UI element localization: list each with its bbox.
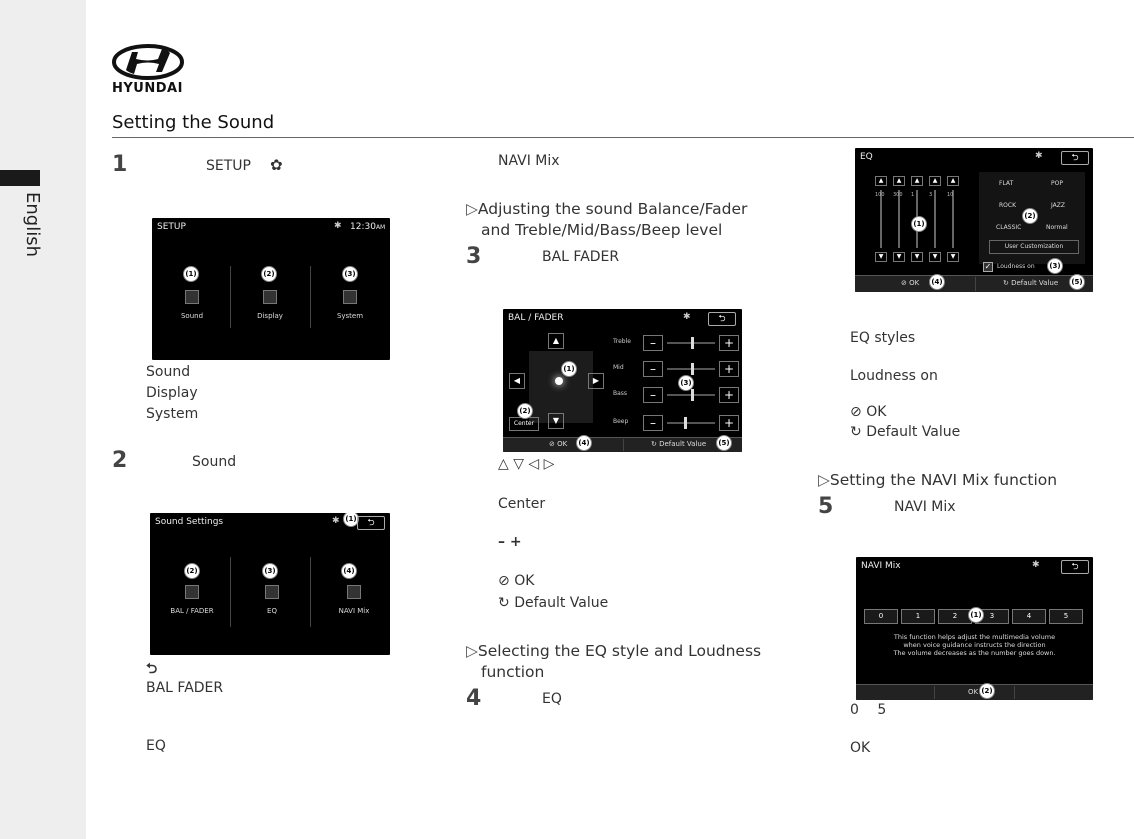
title-divider xyxy=(112,137,1134,138)
bal-fader-screen xyxy=(503,309,742,452)
plus-button[interactable]: + xyxy=(719,387,739,403)
language-tab-marker xyxy=(0,170,40,186)
balance-icon xyxy=(185,585,199,599)
back-button[interactable]: ⮌ xyxy=(357,516,385,530)
speaker-icon xyxy=(347,585,361,599)
slider-1[interactable] xyxy=(613,359,739,379)
language-tab-label: English xyxy=(22,192,43,257)
gear-icon: ✿ xyxy=(270,156,283,174)
slider-label: Treble xyxy=(613,338,631,345)
navi-level-button-1[interactable]: 1 xyxy=(901,609,935,624)
slider-knob[interactable] xyxy=(691,337,694,349)
eq-styles-legend: EQ styles xyxy=(850,330,916,346)
back-button[interactable]: ⮌ xyxy=(1061,560,1089,574)
fader-position-dot[interactable] xyxy=(555,377,563,385)
callout-badge: (3) xyxy=(1047,258,1063,274)
step-4-number: 4 xyxy=(466,686,482,711)
callout-badge: (3) xyxy=(262,563,278,579)
arrow-right-button[interactable]: ▶ xyxy=(588,373,604,389)
eq-up-button[interactable]: ▲ xyxy=(929,176,941,186)
eq-band-track[interactable] xyxy=(952,190,954,248)
eq-down-button[interactable]: ▼ xyxy=(929,252,941,262)
bluetooth-icon: ✱ xyxy=(1032,560,1040,570)
eq-up-button[interactable]: ▲ xyxy=(947,176,959,186)
divider xyxy=(310,557,311,627)
eq-style-pop[interactable]: POP xyxy=(1051,180,1063,187)
callout-badge: (4) xyxy=(341,563,357,579)
eq-down-button[interactable]: ▼ xyxy=(893,252,905,262)
navi-level-button-0[interactable]: 0 xyxy=(864,609,898,624)
minus-button[interactable]: – xyxy=(643,415,663,431)
plus-button[interactable]: + xyxy=(719,335,739,351)
slider-2[interactable] xyxy=(613,385,739,405)
bluetooth-icon: ✱ xyxy=(334,221,342,231)
eq-band-1[interactable] xyxy=(893,176,905,262)
ok-button[interactable]: ⊘ OK xyxy=(549,440,568,448)
default-value-legend: ↻ Default Value xyxy=(498,595,609,611)
slider-track[interactable] xyxy=(667,422,715,424)
plus-minus-legend: – + xyxy=(498,534,522,550)
eq-down-button[interactable]: ▼ xyxy=(947,252,959,262)
legend-eq: EQ xyxy=(146,738,166,754)
subheading-navi-mix: ▷Setting the NAVI Mix function xyxy=(818,471,1058,489)
loudness-legend: Loudness on xyxy=(850,368,938,384)
eq-freq-label: 300 xyxy=(893,192,903,198)
plus-button[interactable]: + xyxy=(719,415,739,431)
step-1-keyword: SETUP xyxy=(206,158,251,174)
eq-band-3[interactable] xyxy=(929,176,941,262)
back-button[interactable]: ⮌ xyxy=(1061,151,1089,165)
step-1-number: 1 xyxy=(112,152,128,177)
callout-badge: (1) xyxy=(561,361,577,377)
callout-badge: (2) xyxy=(517,403,533,419)
callout-badge: (4) xyxy=(929,274,945,290)
hyundai-logo xyxy=(112,44,192,96)
callout-badge: (5) xyxy=(716,435,732,451)
step-3-keyword: BAL FADER xyxy=(542,249,620,265)
eq-bottom-bar xyxy=(855,275,1093,292)
eq-style-normal[interactable]: Normal xyxy=(1046,224,1068,231)
sound-icon xyxy=(185,290,199,304)
eq-band-track[interactable] xyxy=(880,190,882,248)
slider-knob[interactable] xyxy=(684,417,687,429)
clock-time: 12:30AM xyxy=(350,222,386,232)
divider xyxy=(1014,686,1015,699)
step-2-keyword: Sound xyxy=(192,454,237,470)
eq-up-button[interactable]: ▲ xyxy=(875,176,887,186)
navi-level-button-2[interactable]: 2 xyxy=(938,609,972,624)
callout-badge: (1) xyxy=(968,607,984,623)
center-legend: Center xyxy=(498,496,546,512)
display-icon xyxy=(263,290,277,304)
legend-sound: Sound xyxy=(146,364,191,380)
minus-button[interactable]: – xyxy=(643,387,663,403)
menu-system[interactable]: System xyxy=(324,290,376,320)
eq-freq-label: 10 xyxy=(947,192,954,198)
eq-down-button[interactable]: ▼ xyxy=(911,252,923,262)
setup-screen-title: SETUP xyxy=(157,222,186,232)
navi-bottom-bar xyxy=(856,684,1093,700)
divider xyxy=(310,266,311,328)
menu-navi-mix[interactable]: NAVI Mix xyxy=(326,585,382,615)
divider xyxy=(230,557,231,627)
legend-system: System xyxy=(146,406,199,422)
eq-up-button[interactable]: ▲ xyxy=(893,176,905,186)
arrows-legend: △ ▽ ◁ ▷ xyxy=(498,456,555,472)
divider xyxy=(934,686,935,699)
divider xyxy=(230,266,231,328)
equalizer-icon xyxy=(265,585,279,599)
slider-label: Mid xyxy=(613,364,624,371)
callout-badge: (2) xyxy=(1022,208,1038,224)
slider-knob[interactable] xyxy=(691,363,694,375)
callout-badge: (1) xyxy=(343,513,359,527)
eq-band-track[interactable] xyxy=(934,190,936,248)
subheading-balance: ▷Adjusting the sound Balance/Fader and Treble/Mid/Bass/Beep level xyxy=(466,200,748,239)
range-legend: 0 5 xyxy=(850,702,887,718)
navi-screen-title: NAVI Mix xyxy=(861,561,901,571)
menu-bal-fader[interactable]: BAL / FADER xyxy=(164,585,220,615)
eq-style-jazz[interactable]: JAZZ xyxy=(1051,202,1065,209)
sound-screen-title: Sound Settings xyxy=(155,517,224,527)
bal-bottom-bar xyxy=(503,437,742,452)
callout-badge: (3) xyxy=(678,375,694,391)
slider-3[interactable] xyxy=(613,413,739,433)
brand-wordmark: HYUNDAI xyxy=(112,81,183,96)
legend-bal-fader: BAL FADER xyxy=(146,680,224,696)
system-icon xyxy=(343,290,357,304)
callout-badge: (1) xyxy=(911,216,927,232)
back-button[interactable]: ⮌ xyxy=(708,312,736,326)
bluetooth-icon: ✱ xyxy=(332,516,340,526)
navi-mix-screen xyxy=(856,557,1093,700)
ok-legend: ⊘ OK xyxy=(850,404,887,420)
navi-level-button-4[interactable]: 4 xyxy=(1012,609,1046,624)
callout-badge: (2) xyxy=(261,266,277,282)
bal-screen-title: BAL / FADER xyxy=(508,313,564,323)
step-3-number: 3 xyxy=(466,244,482,269)
eq-style-rock[interactable]: ROCK xyxy=(999,202,1017,209)
arrow-down-button[interactable]: ▼ xyxy=(548,413,564,429)
step-4-keyword: EQ xyxy=(542,691,562,707)
hyundai-emblem-icon xyxy=(112,44,184,80)
center-button[interactable]: Center xyxy=(509,417,539,431)
loudness-checkbox[interactable]: ✓ xyxy=(984,262,992,271)
step-2-number: 2 xyxy=(112,448,128,473)
sound-settings-screen xyxy=(150,513,390,655)
eq-screen xyxy=(855,148,1093,292)
setup-screen xyxy=(152,218,390,360)
back-icon: ⮌ xyxy=(146,661,158,677)
slider-label: Beep xyxy=(613,418,629,425)
default-value-button[interactable]: ↻ Default Value xyxy=(651,440,707,448)
menu-display[interactable]: Display xyxy=(244,290,296,320)
arrow-up-button[interactable]: ▲ xyxy=(548,333,564,349)
eq-band-0[interactable] xyxy=(875,176,887,262)
divider xyxy=(975,277,976,291)
plus-button[interactable]: + xyxy=(719,361,739,377)
bluetooth-icon: ✱ xyxy=(1035,151,1043,161)
ok-button[interactable]: OK xyxy=(968,688,979,696)
slider-0[interactable] xyxy=(613,333,739,353)
ok-legend: ⊘ OK xyxy=(498,573,535,589)
eq-style-flat[interactable]: FLAT xyxy=(999,180,1014,187)
eq-up-button[interactable]: ▲ xyxy=(911,176,923,186)
eq-freq-label: 3 xyxy=(929,192,933,198)
minus-button[interactable]: – xyxy=(643,361,663,377)
callout-badge: (4) xyxy=(576,435,592,451)
eq-style-classic[interactable]: CLASSIC xyxy=(996,224,1022,231)
arrow-left-button[interactable]: ◀ xyxy=(509,373,525,389)
callout-badge: (5) xyxy=(1069,274,1085,290)
ok-button[interactable]: ⊘ OK xyxy=(901,279,920,287)
default-value-button[interactable]: ↻ Default Value xyxy=(1003,279,1059,287)
eq-screen-title: EQ xyxy=(860,152,873,162)
navi-mix-keyword: NAVI Mix xyxy=(498,153,560,169)
slider-label: Bass xyxy=(613,390,628,397)
subheading-eq: ▷Selecting the EQ style and Loudness function xyxy=(466,642,762,681)
menu-sound[interactable]: Sound xyxy=(166,290,218,320)
bluetooth-icon: ✱ xyxy=(683,312,691,322)
divider xyxy=(623,439,624,451)
page-title: Setting the Sound xyxy=(112,112,275,133)
sidebar xyxy=(0,0,86,839)
minus-button[interactable]: – xyxy=(643,335,663,351)
eq-freq-label: 100 xyxy=(875,192,885,198)
callout-badge: (1) xyxy=(183,266,199,282)
callout-badge: (2) xyxy=(979,683,995,699)
loudness-label: Loudness on xyxy=(997,263,1035,270)
navi-ok-legend: OK xyxy=(850,740,871,756)
step-5-keyword: NAVI Mix xyxy=(894,499,956,515)
menu-eq[interactable]: EQ xyxy=(244,585,300,615)
step-5-number: 5 xyxy=(818,494,834,519)
navi-level-button-3[interactable]: 3 xyxy=(975,609,1009,624)
user-customization-button[interactable]: User Customization xyxy=(989,240,1079,254)
eq-freq-label: 1 xyxy=(911,192,915,198)
eq-band-4[interactable] xyxy=(947,176,959,262)
slider-knob[interactable] xyxy=(691,389,694,401)
default-value-legend: ↻ Default Value xyxy=(850,424,961,440)
navi-description: This function helps adjust the multimedia volume when voice guidance instructs the direction The volume decreases as the number goes down. xyxy=(893,633,1056,657)
navi-level-button-5[interactable]: 5 xyxy=(1049,609,1083,624)
callout-badge: (2) xyxy=(184,563,200,579)
callout-badge: (3) xyxy=(342,266,358,282)
eq-down-button[interactable]: ▼ xyxy=(875,252,887,262)
legend-display: Display xyxy=(146,385,198,401)
eq-band-track[interactable] xyxy=(898,190,900,248)
